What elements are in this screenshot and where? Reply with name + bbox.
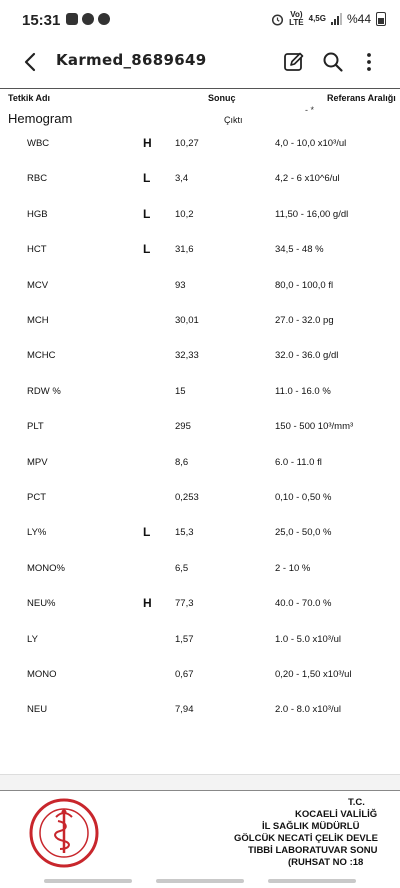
test-name: HCT — [27, 244, 47, 256]
column-header-reference: Referans Aralığı — [327, 93, 396, 103]
status-time: 15:31 — [22, 12, 61, 29]
test-name: PCT — [27, 492, 46, 503]
result-value: 1,57 — [175, 633, 194, 645]
net-type-label: 4,5G — [308, 14, 326, 23]
footer-line-4: GÖLCÜK NECATİ ÇELİK DEVLE — [234, 833, 378, 844]
result-row — [0, 455, 400, 473]
battery-percent: %44 — [346, 12, 371, 26]
result-row — [0, 171, 400, 189]
result-row — [0, 667, 400, 685]
notification-icons — [66, 13, 110, 25]
column-header-test: Tetkik Adı — [8, 93, 51, 103]
result-value: 295 — [175, 421, 191, 433]
reference-range: 34,5 - 48 % — [275, 244, 324, 256]
more-vertical-icon[interactable] — [356, 49, 382, 75]
nav-recents-bar[interactable] — [44, 879, 132, 883]
result-row — [0, 242, 400, 260]
footer-line-3: İL SAĞLIK MÜDÜRLÜ — [262, 821, 360, 832]
chat-notification-icon — [82, 13, 94, 25]
page-gap — [0, 774, 400, 790]
result-value: 0,67 — [175, 669, 194, 680]
alarm-icon — [271, 13, 284, 26]
reference-range: 0,10 - 0,50 % — [275, 492, 332, 503]
abnormal-flag: L — [143, 171, 151, 186]
arrow-left-icon[interactable] — [18, 49, 44, 75]
result-value: 10,2 — [175, 208, 194, 220]
result-value: 31,6 — [175, 244, 194, 256]
test-name: RDW % — [27, 385, 61, 397]
reference-range: 11.0 - 16.0 % — [275, 385, 331, 397]
reference-range: 1.0 - 5.0 x10³/ul — [275, 633, 342, 645]
status-indicators — [271, 11, 386, 27]
lte-label: LTE — [289, 18, 304, 27]
abnormal-flag: H — [143, 136, 152, 150]
navigation-bar — [0, 874, 400, 888]
result-row — [0, 596, 400, 614]
reference-range: 40.0 - 70.0 % — [275, 598, 332, 610]
test-name: WBC — [27, 138, 50, 149]
reference-range: 4,2 - 6 x10^6/ul — [275, 173, 340, 185]
result-row — [0, 313, 400, 331]
result-row — [0, 207, 400, 225]
footer-line-1: T.C. — [348, 797, 365, 808]
abnormal-flag: L — [143, 242, 151, 257]
header-divider — [0, 88, 400, 89]
result-row — [0, 490, 400, 508]
test-name: MPV — [27, 456, 48, 468]
footer-line-5: TIBBİ LABORATUVAR SONU — [248, 845, 378, 856]
result-value: 32,33 — [175, 350, 199, 362]
reference-range: 11,50 - 16,00 g/dl — [275, 208, 349, 220]
document-title: Karmed_8689649 — [56, 51, 207, 69]
result-value: 8,6 — [175, 456, 189, 468]
reference-range: 25,0 - 50,0 % — [275, 527, 332, 539]
test-name: MCH — [27, 315, 49, 326]
reference-range: 32.0 - 36.0 g/dl — [275, 350, 339, 362]
test-name: MCHC — [27, 350, 56, 362]
volte-label: Vo) — [290, 10, 303, 19]
reference-range: 6.0 - 11.0 fl — [275, 456, 322, 468]
test-name: MCV — [27, 279, 49, 291]
edit-pdf-icon[interactable] — [281, 49, 307, 75]
result-row — [0, 561, 400, 579]
reference-range: 27.0 - 32.0 pg — [275, 315, 334, 326]
reference-range: 2.0 - 8.0 x10³/ul — [275, 704, 342, 716]
footer-line-2: KOCAELİ VALİLİĞ — [295, 809, 378, 820]
result-value: 0,253 — [175, 492, 199, 503]
result-row — [0, 419, 400, 437]
result-row — [0, 632, 400, 650]
test-name: MONO — [27, 669, 57, 680]
section-subtitle: Çıktı — [224, 115, 243, 125]
test-name: MONO% — [27, 562, 65, 574]
result-row — [0, 278, 400, 296]
abnormal-flag: L — [143, 525, 151, 540]
test-name: RBC — [27, 173, 48, 185]
column-header-result: Sonuç — [208, 93, 236, 103]
footer-line-6: (RUHSAT NO :18 — [288, 857, 364, 868]
result-value: 77,3 — [175, 598, 194, 610]
section-mark: - * — [305, 105, 314, 115]
test-name: LY% — [27, 527, 47, 539]
signal-icon — [331, 13, 342, 25]
result-row — [0, 525, 400, 543]
result-value: 30,01 — [175, 315, 199, 326]
page-footer-header — [0, 790, 400, 874]
result-value: 10,27 — [175, 138, 199, 149]
status-bar — [0, 0, 400, 40]
result-row — [0, 384, 400, 402]
result-value: 15,3 — [175, 527, 194, 539]
abnormal-flag: H — [143, 596, 152, 611]
test-name: NEU — [27, 704, 48, 716]
result-value: 7,94 — [175, 704, 194, 716]
test-name: NEU% — [27, 598, 56, 610]
test-name: LY — [27, 633, 38, 645]
section-title: Hemogram — [8, 111, 73, 126]
reference-range: 0,20 - 1,50 x10³/ul — [275, 669, 352, 680]
volte-indicator — [289, 11, 304, 27]
reference-range: 80,0 - 100,0 fl — [275, 279, 334, 291]
result-value: 3,4 — [175, 173, 189, 185]
app-bar — [0, 40, 400, 84]
nav-back-bar[interactable] — [268, 879, 356, 883]
reference-range: 150 - 500 10³/mm³ — [275, 421, 354, 433]
search-icon[interactable] — [320, 49, 346, 75]
result-row — [0, 348, 400, 366]
result-row — [0, 136, 400, 154]
nav-home-bar[interactable] — [156, 879, 244, 883]
result-value: 6,5 — [175, 562, 189, 574]
pdf-page[interactable] — [0, 84, 400, 774]
ministry-of-health-seal-icon — [28, 797, 100, 869]
abnormal-flag: L — [143, 206, 151, 221]
gallery-notification-icon — [66, 13, 78, 25]
reference-range: 2 - 10 % — [275, 562, 311, 574]
result-row — [0, 702, 400, 720]
battery-icon — [376, 12, 386, 26]
result-value: 15 — [175, 385, 186, 397]
test-name: PLT — [27, 421, 44, 433]
test-name: HGB — [27, 208, 48, 220]
app-notification-icon — [98, 13, 110, 25]
result-value: 93 — [175, 279, 186, 291]
reference-range: 4,0 - 10,0 x10³/ul — [275, 138, 347, 149]
